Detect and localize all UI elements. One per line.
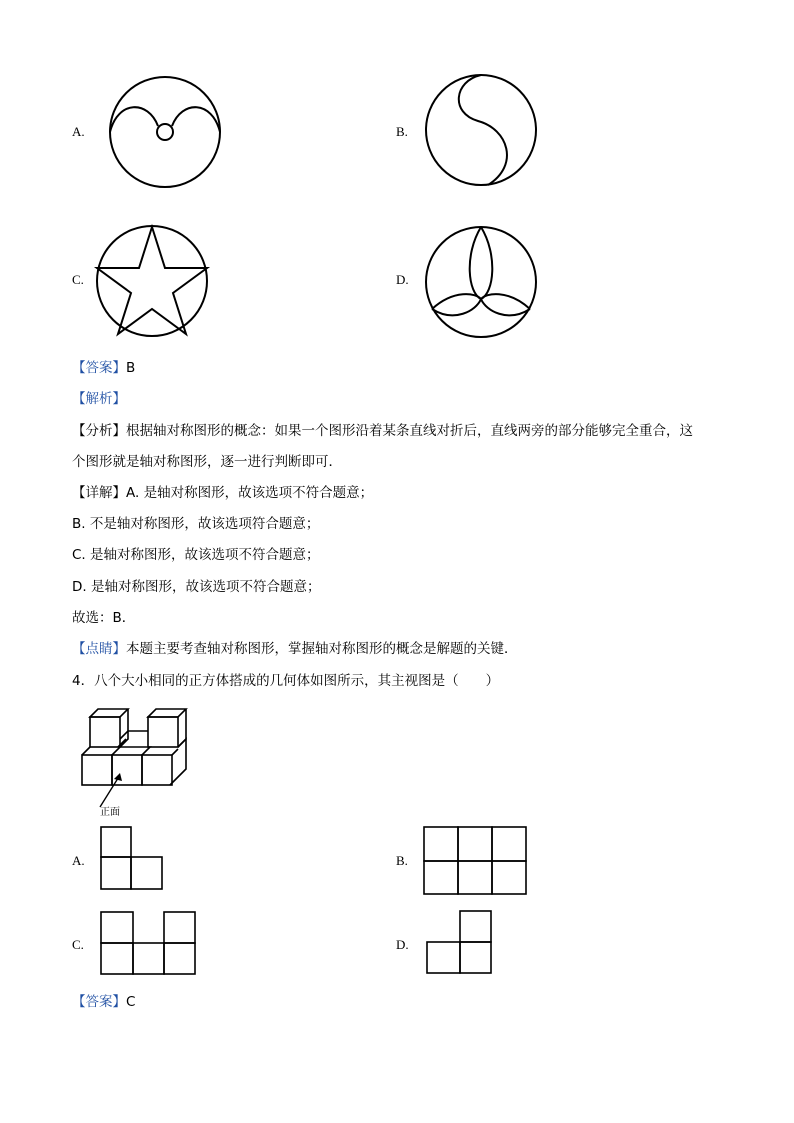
q4-answer-tag: 【答案】 — [72, 994, 126, 1010]
circle-star-figure — [95, 224, 211, 340]
answer-value: B — [126, 360, 136, 376]
comment-text: 本题主要考查轴对称图形，掌握轴对称图形的概念是解题的关键． — [126, 641, 518, 657]
q3-choice-line: 故选：B． — [72, 610, 136, 626]
analysis-tag: 【解析】 — [72, 391, 126, 407]
q4-answer-value: C — [126, 994, 136, 1010]
option-b-label: B. — [396, 124, 408, 139]
q4-option-a-label: A. — [72, 853, 85, 868]
circle-s-curve-figure — [424, 73, 540, 189]
q3-detail-line-b: B. 不是轴对称图形，故该选项符合题意； — [72, 516, 320, 532]
view-option-d-figure — [426, 910, 496, 976]
option-c-label: C. — [72, 272, 84, 287]
q3-detail-line-a — [72, 484, 373, 502]
q3-fenxi-line1 — [72, 422, 693, 440]
q4-stem: 4．八个大小相同的正方体搭成的几何体如图所示，其主视图是（ ） — [72, 673, 500, 689]
fenxi-text-1: 根据轴对称图形的概念：如果一个图形沿着某条直线对折后，直线两旁的部分能够完全重合，这 — [126, 423, 693, 439]
q4-option-d-label: D. — [396, 937, 409, 952]
fenxi-tag: 【分析】 — [72, 423, 126, 439]
circle-heart-arc-figure — [108, 76, 224, 192]
q3-answer-line — [72, 359, 135, 377]
q3-detail-line-d: D. 是轴对称图形，故该选项不符合题意； — [72, 579, 321, 595]
view-option-a-figure — [100, 826, 164, 890]
q3-detail-line-c: C. 是轴对称图形，故该选项不符合题意； — [72, 547, 320, 563]
q3-fenxi-line2: 个图形就是轴对称图形，逐一进行判断即可． — [72, 454, 342, 470]
q4-option-b-label: B. — [396, 853, 408, 868]
option-a-label: A. — [72, 124, 85, 139]
front-label: 正面 — [100, 807, 120, 818]
detail-tag: 【详解】 — [72, 485, 126, 501]
cube-structure-figure — [80, 703, 190, 793]
view-option-b-figure — [423, 826, 529, 896]
option-d-label: D. — [396, 272, 409, 287]
q4-option-c-label: C. — [72, 937, 84, 952]
answer-tag: 【答案】 — [72, 360, 126, 376]
circle-three-petal-figure — [424, 225, 540, 341]
comment-tag: 【点睛】 — [72, 641, 126, 657]
detail-text-a: A. 是轴对称图形，故该选项不符合题意； — [126, 485, 374, 501]
q3-analysis-heading — [72, 390, 126, 408]
view-option-c-figure — [100, 911, 198, 977]
q4-answer-line — [72, 993, 135, 1011]
q3-comment-line — [72, 640, 518, 658]
